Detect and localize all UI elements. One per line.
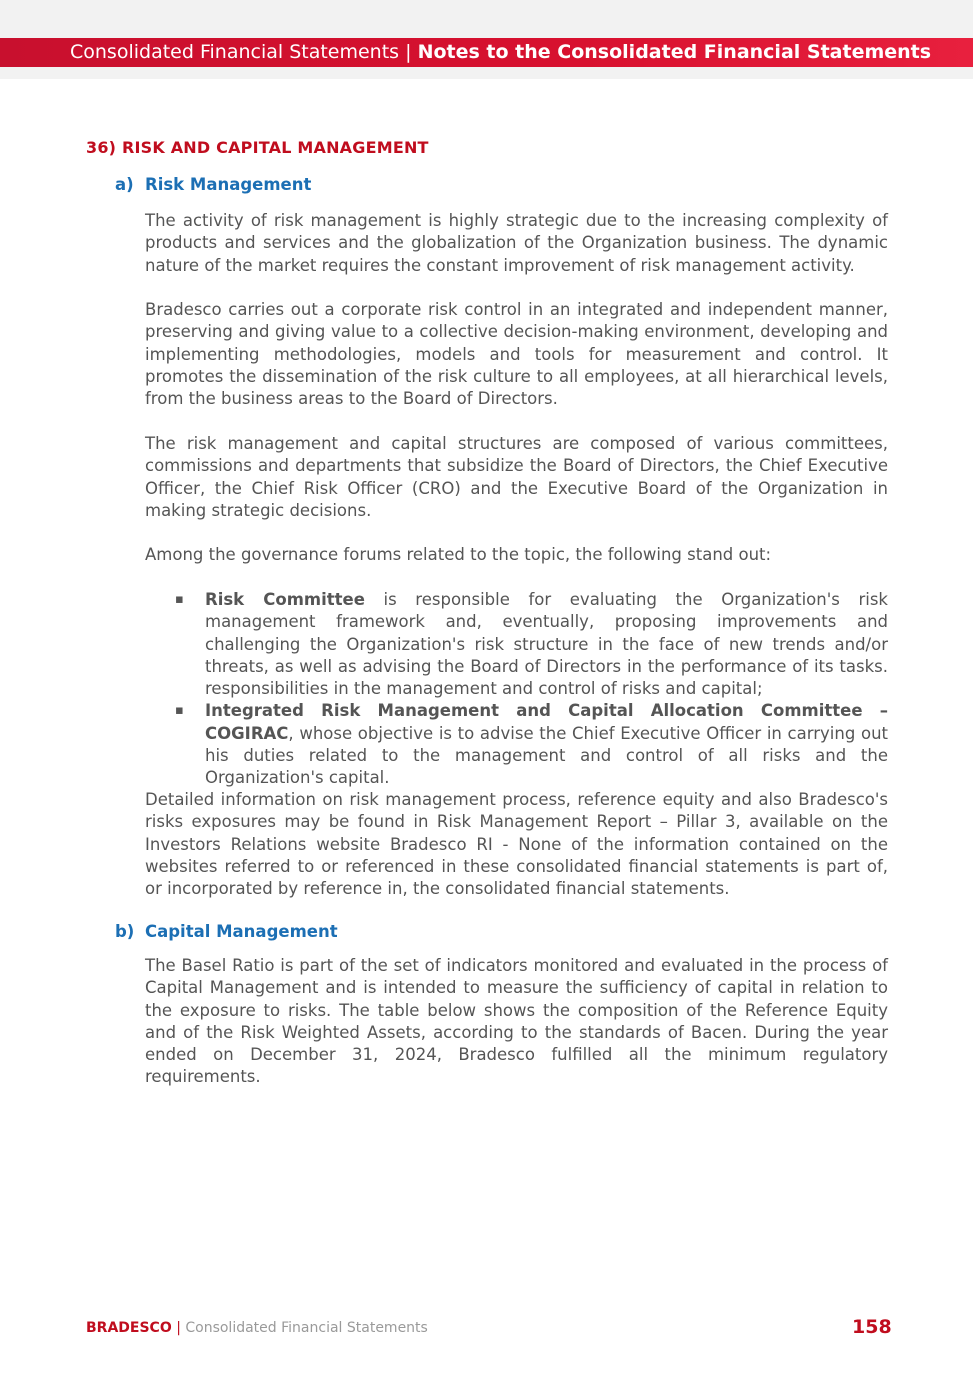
footer	[86, 1320, 428, 1336]
header-left-text: Consolidated Financial Statements	[70, 41, 400, 63]
risk-paragraph-1: The activity of risk management is highly strategic due to the increasing complexity of products and services and the globalization of the Organization business. The dynamic nature of the market requires the constant improvement of risk management activity.	[145, 211, 888, 275]
footer-doc-title: Consolidated Financial Statements	[185, 1320, 428, 1336]
governance-bullet-list	[145, 589, 888, 790]
capital-paragraph-1: The Basel Ratio is part of the set of indicators monitored and evaluated in the process of Capital Management and is intended to measure the sufficiency of capital in relation to the exposure to risks. The table below shows the composition of the Reference Equity and of the Risk Weighted Assets, according to the standards of Bacen. During the year ended on December 31, 2024, Bradesco fulfilled all the minimum regulatory requirements.	[145, 956, 888, 1087]
risk-paragraph-4: Among the governance forums related to the topic, the following stand out:	[145, 545, 772, 564]
footer-brand: BRADESCO	[86, 1320, 172, 1336]
bullet-marker: ▪	[175, 592, 184, 607]
page-number: 158	[852, 1316, 892, 1338]
header-separator: |	[405, 41, 412, 63]
bullet-text: , whose objective is to advise the Chief Executive Officer in carrying out his duties related to the management and control of all risks and the Organization's capital.	[205, 723, 888, 788]
risk-paragraph-2: Bradesco carries out a corporate risk control in an integrated and independent manner, preserving and giving value to a collective decision-making environment, developing and implementing methodologies, models and tools for measurement and control. It promotes the dissemination of the risk culture to all employees, at all hierarchical levels, from the business areas to the Board of Directors.	[145, 300, 888, 409]
subsection-capital-management-heading	[115, 922, 338, 941]
list-item	[145, 700, 888, 789]
bullet-text: is responsible for evaluating the Organization's risk management framework and, eventually, proposing improvements and challenging the Organization's risk structure in the face of new trends and/or threats, as well as advising the Board of Directors in the performance of its tasks. responsibilities in the management and control of risks and capital;	[205, 590, 888, 699]
bullet-bold-term: Risk Committee	[205, 590, 365, 609]
bullet-bold-term: Integrated Risk Management and Capital Allocation Committee – COGIRAC	[205, 701, 888, 743]
subsection-letter: b)	[115, 922, 135, 941]
list-item	[145, 589, 888, 700]
risk-paragraph-5: Detailed information on risk management process, reference equity and also Bradesco's risks exposures may be found in Risk Management Report – Pillar 3, available on the Investors Relations website Bradesco RI - None of the information contained on the websites referred to or referenced in these consolidated financial statements is part of, or incorporated by reference in, the consolidated financial statements.	[145, 790, 888, 899]
header-banner	[0, 38, 973, 67]
bullet-marker: ▪	[175, 703, 184, 719]
risk-paragraph-3: The risk management and capital structures are composed of various committees, commissions and departments that subsidize the Board of Directors, the Chief Executive Officer, the Chief Risk Officer (CRO) and the Executive Board of the Organization in making strategic decisions.	[145, 434, 888, 520]
subsection-title: Risk Management	[145, 175, 312, 194]
section-title: 36) RISK AND CAPITAL MANAGEMENT	[86, 138, 429, 157]
subsection-title: Capital Management	[145, 922, 338, 941]
subsection-letter: a)	[115, 175, 134, 194]
subsection-risk-management-heading	[115, 175, 311, 194]
header-right-text: Notes to the Consolidated Financial Statements	[417, 41, 932, 63]
footer-separator: |	[176, 1320, 181, 1336]
